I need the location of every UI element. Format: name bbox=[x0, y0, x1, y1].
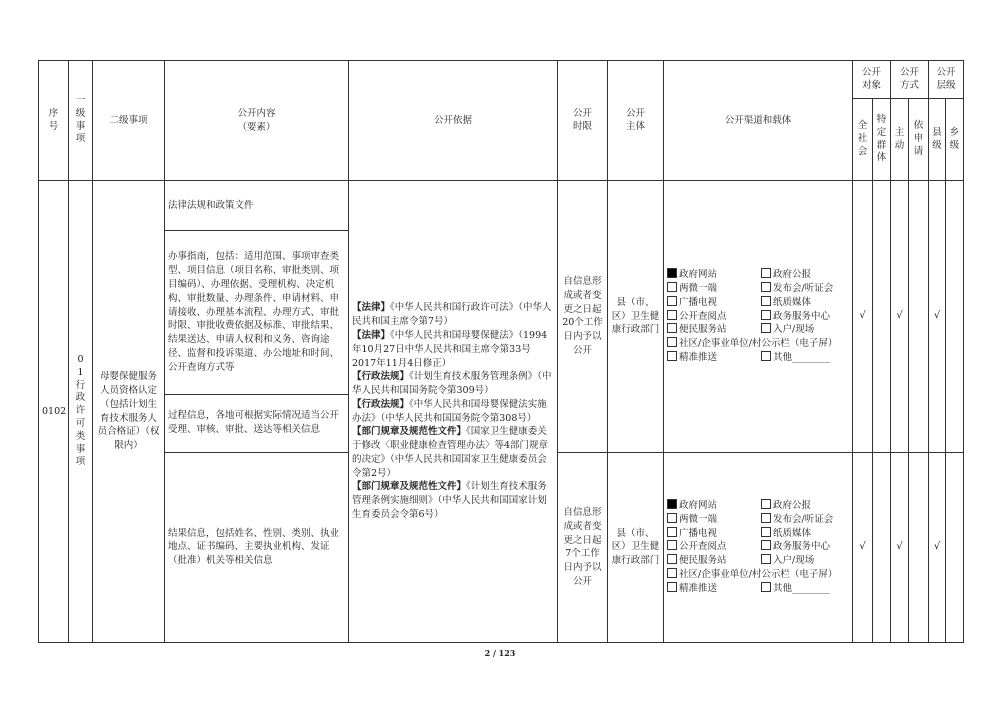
mark-all-society-1: √ bbox=[853, 181, 873, 452]
header-layer: 公开层级 bbox=[929, 61, 964, 99]
channel-item[interactable]: 纸质媒体 bbox=[761, 527, 849, 541]
header-subject: 公开主体 bbox=[608, 61, 664, 181]
content-guide: 办事指南，包括：适用范围、事项审查类型、项目信息（项目名称、审批类别、项目编码）、办理依据、受理机构、决定机构、审批数量、办理条件、申请材料、申请接收、办理基本流程、办理方式、审批时限、审批收费依据及标准、审批结果、结果送达、申请人权利和义务、咨询途径、监督和投诉渠道、办公地址和时间、公开查询方式等 bbox=[165, 231, 349, 394]
header-county: 县级 bbox=[929, 99, 946, 181]
channel-item[interactable]: 两微一端 bbox=[667, 513, 757, 527]
header-method: 公开方式 bbox=[891, 61, 929, 99]
channel-item[interactable]: 纸质媒体 bbox=[761, 296, 849, 310]
channel-item[interactable]: 政府网站 bbox=[667, 268, 757, 282]
mark-active-1: √ bbox=[891, 181, 909, 452]
mark-on-request-2 bbox=[909, 452, 929, 642]
checkbox-icon bbox=[667, 282, 677, 292]
checkbox-icon bbox=[667, 582, 677, 592]
checkbox-icon bbox=[667, 323, 677, 333]
channel-item[interactable]: 政府公报 bbox=[761, 268, 849, 282]
time-limit-1: 自信息形成或者变更之日起20个工作日内予以公开 bbox=[558, 181, 608, 452]
channel-item[interactable]: 政务服务中心 bbox=[761, 540, 849, 554]
channel-item[interactable]: 其他________ bbox=[761, 351, 849, 365]
checkbox-icon bbox=[761, 527, 771, 537]
channel-item[interactable]: 入户/现场 bbox=[761, 554, 849, 568]
channel-item[interactable]: 发布会/听证会 bbox=[761, 282, 849, 296]
header-on-request: 依申请 bbox=[909, 99, 929, 181]
checkbox-icon bbox=[761, 554, 771, 564]
basis-item: 【部门规章及规范性文件】《国家卫生健康委关于修改〈职业健康检查管理办法〉等4部门规章的决定》（中华人民共和国国家卫生健康委员会令第2号） bbox=[352, 426, 549, 479]
checkbox-icon bbox=[761, 540, 771, 550]
checkbox-icon bbox=[667, 351, 677, 361]
header-content: 公开内容 （要素） bbox=[165, 61, 349, 181]
checkbox-icon bbox=[761, 282, 771, 292]
checkbox-checked-icon bbox=[667, 499, 677, 509]
header-target: 公开对象 bbox=[853, 61, 891, 99]
channel-item[interactable]: 社区/企事业单位/村公示栏（电子屏） bbox=[667, 568, 849, 582]
header-specific-group: 特定群体 bbox=[873, 99, 891, 181]
channel-item[interactable]: 发布会/听证会 bbox=[761, 513, 849, 527]
mark-county-1: √ bbox=[929, 181, 946, 452]
cell-basis bbox=[349, 181, 558, 643]
header-active: 主动 bbox=[891, 99, 909, 181]
channel-item[interactable]: 其他________ bbox=[761, 582, 849, 596]
mark-on-request-1 bbox=[909, 181, 929, 452]
disclosure-table bbox=[38, 60, 964, 643]
channel-item[interactable]: 广播电视 bbox=[667, 527, 757, 541]
mark-township-1 bbox=[946, 181, 964, 452]
mark-specific-group-1 bbox=[873, 181, 891, 452]
checkbox-icon bbox=[667, 296, 677, 306]
checkbox-icon bbox=[761, 499, 771, 509]
checkbox-checked-icon bbox=[667, 268, 677, 278]
basis-item: 【行政法规】《计划生育技术服务管理条例》（中华人民共和国国务院令第309号） bbox=[352, 371, 552, 397]
channel-item[interactable]: 广播电视 bbox=[667, 296, 757, 310]
content-result: 结果信息，包括姓名、性别、类别、执业地点、证书编码、主要执业机构、发证（批准）机关等相关信息 bbox=[165, 452, 349, 642]
header-level1: 一级事项 bbox=[69, 61, 93, 181]
checkbox-icon bbox=[667, 554, 677, 564]
channel-item[interactable]: 便民服务站 bbox=[667, 554, 757, 568]
header-basis: 公开依据 bbox=[349, 61, 558, 181]
channels-1 bbox=[664, 181, 853, 452]
mark-specific-group-2 bbox=[873, 452, 891, 642]
header-all-society: 全社会 bbox=[853, 99, 873, 181]
cell-seq: 0102 bbox=[39, 181, 69, 643]
mark-county-2: √ bbox=[929, 452, 946, 642]
checkbox-icon bbox=[667, 310, 677, 320]
channel-item[interactable]: 政府网站 bbox=[667, 499, 757, 513]
checkbox-icon bbox=[667, 540, 677, 550]
checkbox-icon bbox=[667, 568, 677, 578]
channel-item[interactable]: 公开查阅点 bbox=[667, 540, 757, 554]
basis-item: 【法律】《中华人民共和国行政许可法》（中华人民共和国主席令第7号） bbox=[352, 302, 552, 328]
checkbox-icon bbox=[761, 323, 771, 333]
header-channel: 公开渠道和载体 bbox=[664, 61, 853, 181]
channel-item[interactable]: 精准推送 bbox=[667, 582, 757, 596]
checkbox-icon bbox=[667, 337, 677, 347]
channel-item[interactable]: 入户/现场 bbox=[761, 323, 849, 337]
checkbox-icon bbox=[667, 513, 677, 523]
header-level2: 二级事项 bbox=[93, 61, 165, 181]
checkbox-icon bbox=[761, 268, 771, 278]
subject-1: 县（市、区）卫生健康行政部门 bbox=[608, 181, 664, 452]
channels-2 bbox=[664, 452, 853, 642]
channel-item[interactable]: 社区/企事业单位/村公示栏（电子屏） bbox=[667, 337, 849, 351]
header-time-limit: 公开时限 bbox=[558, 61, 608, 181]
page-number: 2 / 123 bbox=[484, 648, 516, 658]
content-process: 过程信息，各地可根据实际情况适当公开受理、审核、审批、送达等相关信息 bbox=[165, 394, 349, 452]
time-limit-2: 自信息形成或者变更之日起7个工作日内予以公开 bbox=[558, 452, 608, 642]
mark-all-society-2: √ bbox=[853, 452, 873, 642]
checkbox-icon bbox=[667, 527, 677, 537]
header-township: 乡级 bbox=[946, 99, 964, 181]
cell-level1: 01行政许可类事项 bbox=[69, 181, 93, 643]
channel-item[interactable]: 便民服务站 bbox=[667, 323, 757, 337]
channel-item[interactable]: 精准推送 bbox=[667, 351, 757, 365]
basis-item: 【法律】《中华人民共和国母婴保健法》（1994年10月27日中华人民共和国主席令第33号 2017年11月4日修正） bbox=[352, 330, 548, 369]
channel-item[interactable]: 两微一端 bbox=[667, 282, 757, 296]
basis-item: 【部门规章及规范性文件】《计划生育技术服务管理条例实施细则》（中华人民共和国国家计划生育委员会令第6号） bbox=[352, 481, 547, 520]
cell-level2: 母婴保健服务人员资格认定（包括计划生育技术服务人员合格证）（权限内） bbox=[93, 181, 165, 643]
checkbox-icon bbox=[761, 582, 771, 592]
channel-item[interactable]: 政务服务中心 bbox=[761, 310, 849, 324]
basis-item: 【行政法规】《中华人民共和国母婴保健法实施办法》（中华人民共和国国务院令第308号） bbox=[352, 398, 547, 424]
checkbox-icon bbox=[761, 296, 771, 306]
mark-active-2: √ bbox=[891, 452, 909, 642]
channel-item[interactable]: 政府公报 bbox=[761, 499, 849, 513]
header-seq: 序号 bbox=[39, 61, 69, 181]
content-laws: 法律法规和政策文件 bbox=[165, 181, 349, 231]
mark-township-2 bbox=[946, 452, 964, 642]
checkbox-icon bbox=[761, 310, 771, 320]
subject-2: 县（市、区）卫生健康行政部门 bbox=[608, 452, 664, 642]
channel-item[interactable]: 公开查阅点 bbox=[667, 310, 757, 324]
checkbox-icon bbox=[761, 513, 771, 523]
checkbox-icon bbox=[761, 351, 771, 361]
